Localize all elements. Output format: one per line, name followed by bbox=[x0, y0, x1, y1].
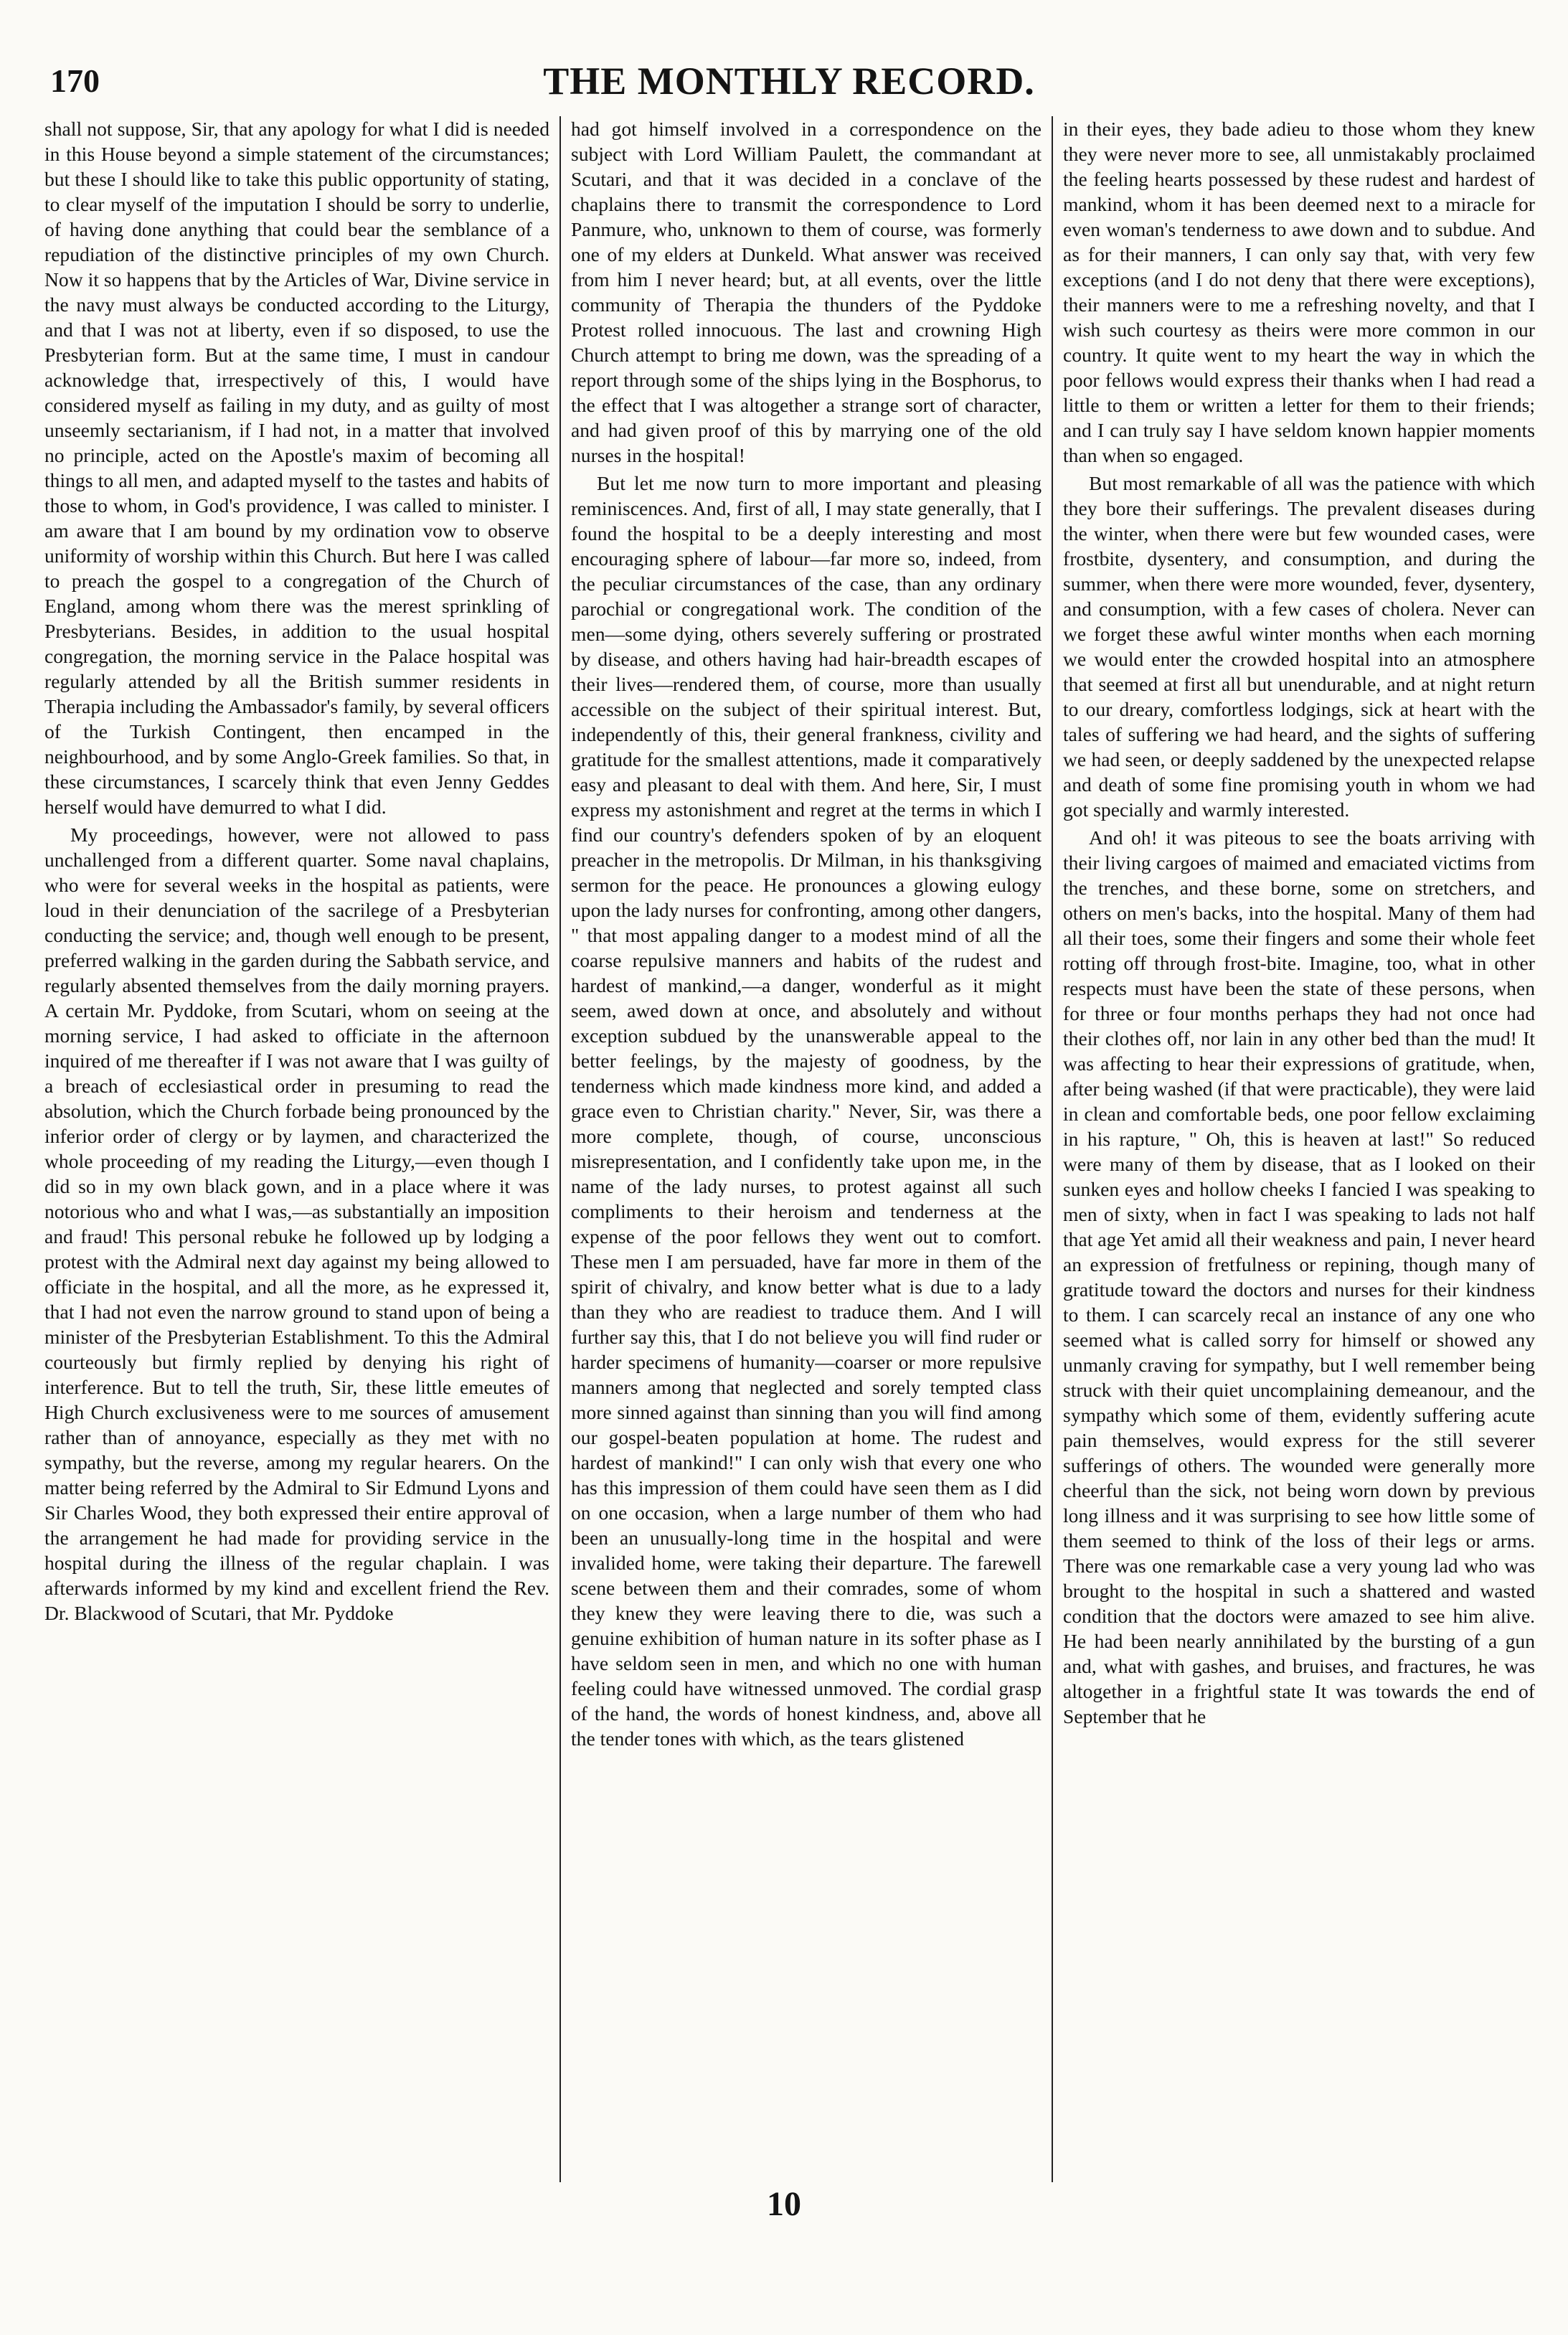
column-middle bbox=[561, 116, 1053, 2182]
paragraph: But let me now turn to more important and pleasing reminiscences. And, first of all, I may state generally, that I found the hospital to be a deeply interesting and most encouraging sphere of labour—far more so, indeed, from the peculiar circumstances of the case, than any ordinary parochial or congregational work. The condition of the men—some dying, others severely suffering or prostrated by disease, and others having had hair-breadth escapes of their lives—rendered them, of course, more than usually accessible on the subject of their spiritual interest. But, independently of this, their general frankness, civility and gratitude for the smallest attentions, made it comparatively easy and pleasant to deal with them. And here, Sir, I must express my astonishment and regret at the terms in which I find our country's defenders spoken of by an eloquent preacher in the metropolis. Dr Milman, in his thanksgiving sermon for the peace. He pronounces a glowing eulogy upon the lady nurses for confronting, among other dangers, " that most appaling danger to a modest mind of all the coarse repulsive manners and habits of the rudest and hardest of mankind,—a danger, wonderful as it might seem, awed down at once, and absolutely and without exception subdued by the unanswerable appeal to the better feelings, by the majesty of goodness, by the tenderness which made kindness more kind, and added a grace even to Christian charity." Never, Sir, was there a more complete, though, of course, unconscious misrepresentation, and I confidently take upon me, in the name of the lady nurses, to protest against all such compliments to their heroism and tenderness at the expense of the poor fellows they went out to comfort. These men I am persuaded, have far more in them of the spirit of chivalry, and know better what is due to a lady than they who are readiest to traduce them. And I will further say this, that I do not believe you will find ruder or harder specimens of humanity—coarser or more repulsive manners among that neglected and sorely tempted class more sinned against than sinning than you will find among our gospel-beaten population at home. The rudest and hardest of mankind!" I can only wish that every one who has this impression of them could have seen them as I did on one occasion, when a large number of them who had been an unusually-long time in the hospital and were invalided home, were taking their departure. The farewell scene between them and their comrades, some of whom they knew they were leaving there to die, was such a genuine exhibition of human nature in its softer phase as I have seldom seen in men, and which no one with human feeling could have witnessed unmoved. The cordial grasp of the hand, the words of honest kindness, and, above all the tender tones with which, as the tears glistened bbox=[571, 472, 1042, 1750]
paragraph: had got himself involved in a correspondence on the subject with Lord William Paulett, the commandant at Scutari, and that it was decided in a conclave of the chaplains there to transmit the correspondence to Lord Panmure, who, unknown to them of course, was formerly one of my elders at Dunkeld. What answer was received from him I never heard; but, at all events, over the little community of Therapia the thunders of the Pyddoke Protest rolled innocuous. The last and crowning High Church attempt to bring me down, was the spreading of a report through some of the ships lying in the Bosphorus, to the effect that I was altogether a strange sort of character, and had given proof of this by marrying one of the old nurses in the hospital! bbox=[571, 118, 1042, 466]
paragraph: And oh! it was piteous to see the boats arriving with their living cargoes of maimed and emaciated victims from the trenches, and these borne, some on stretchers, and others on men's backs, into the hospital. Many of them had all their toes, some their fingers and some their whole feet rotting off through frost-bite. Imagine, too, what in other respects must have been the state of these persons, when for three or four months perhaps they had not once had their clothes off, nor lain in any other bed than the mud! It was affecting to hear their expressions of gratitude, when, after being washed (if that were practicable), they were laid in clean and comfortable beds, one poor fellow exclaiming in his rapture, " Oh, this is heaven at last!" So reduced were many of them by disease, that as I looked on their sunken eyes and hollow cheeks I fancied I was speaking to men of sixty, when in fact I was speaking to lads not half that age Yet amid all their weakness and pain, I never heard an expression of fretfulness or repining, though many of gratitude toward the doctors and nurses for their kindness to them. I can scarcely recal an instance of any one who seemed what is called sorry for himself or showed any unmanly craving for sympathy, but I well remember being struck with their quiet uncomplaining demeanour, and the sympathy which some of them, evidently suffering acute pain themselves, would express for the still severer sufferings of others. The wounded were generally more cheerful than the sick, not being worn down by previous long illness and it was surprising to see how little some of them seemed to think of the loss of their legs or arms. There was one remarkable case a very young lad who was brought to the hospital in such a shattered and wasted condition that the doctors were amazed to see him alive. He had been nearly annihilated by the bursting of a gun and, what with gashes, and bruises, and fractures, he was altogether in a frightful state It was towards the end of September that he bbox=[1063, 826, 1535, 1727]
text-columns bbox=[44, 116, 1535, 2182]
paragraph: in their eyes, they bade adieu to those whom they knew they were never more to see, all unmistakably proclaimed the feeling hearts possessed by these rudest and hardest of mankind, whom it has been deemed next to a miracle for even woman's tenderness to awe down and to subdue. And as for their manners, I can only say that, with very few exceptions (and I do not deny that there were exceptions), their manners were to me a refreshing novelty, and that I wish such courtesy as theirs were more common in our country. It quite went to my heart the way in which the poor fellows would express their thanks when I had read a little to them or written a letter for them to their friends; and I can truly say I have seldom known happier moments than when so engaged. bbox=[1063, 118, 1535, 466]
column-right bbox=[1053, 116, 1535, 2182]
paragraph: shall not suppose, Sir, that any apology for what I did is needed in this House beyond a simple statement of the circumstances; but these I should like to take this public opportunity of stating, to clear myself of the imputation I should be sorry to underlie, of having done anything that could bear the semblance of a repudiation of the distinctive principles of my own Church. Now it so happens that by the Articles of War, Divine service in the navy must always be conducted according to the Liturgy, and that I was not at liberty, even if so disposed, to use the Presbyterian form. But at the same time, I must in candour acknowledge that, irrespectively of this, I would have considered myself as failing in my duty, and as guilty of most unseemly sectarianism, if I had not, in a matter that involved no principle, acted on the Apostle's maxim of becoming all things to all men, and adapted myself to the tastes and habits of those to whom, in God's providence, I was called to minister. I am aware that I am bound by my ordination vow to observe uniformity of worship within this Church. But here I was called to preach the gospel to a congregation of the Church of England, among whom there was the merest sprinkling of Presbyterians. Besides, in addition to the usual hospital congregation, the morning service in the Palace hospital was regularly attended by all the British summer residents in Therapia including the Ambassador's family, by several officers of the Turkish Contingent, then encamped in the neighbourhood, and by some Anglo-Greek families. So that, in these circumstances, I scarcely think that even Jenny Geddes herself would have demurred to what I did. bbox=[44, 118, 549, 818]
page-number: 170 bbox=[50, 62, 100, 99]
running-title: THE MONTHLY RECORD. bbox=[543, 60, 1035, 103]
paragraph: But most remarkable of all was the patience with which they bore their sufferings. The prevalent diseases during the winter, when there were but few wounded cases, were frostbite, dysentery, and consumption, and during the summer, when there were more wounded, fever, dysentery, and consumption, with a few cases of cholera. Never can we forget these awful winter months when each morning we would enter the crowded hospital into an atmosphere that seemed at first all but unendurable, and at night return to our dreary, comfortless lodgings, sick at heart with the tales of suffering we had heard, and the sights of suffering we had seen, or deeply saddened by the unexpected relapse and death of some fine promising youth in whom we had got specially and warmly interested. bbox=[1063, 472, 1535, 821]
paragraph: My proceedings, however, were not allowed to pass unchallenged from a different quarter. Some naval chaplains, who were for several weeks in the hospital as patients, were loud in their denunciation of the sacrilege of a Presbyterian conducting the service; and, though well enough to be present, preferred walking in the garden during the Sabbath service, and regularly absented themselves from the daily morning prayers. A certain Mr. Pyddoke, from Scutari, whom on seeing at the morning service, I had asked to officiate in the afternoon inquired of me thereafter if I was not aware that I was guilty of a breach of ecclesiastical order in presuming to read the absolution, which the Church forbade being pronounced by the inferior order of clergy or by laymen, and characterized the whole proceeding of my reading the Liturgy,—even though I did so in my own black gown, and in a place where it was notorious who and what I was,—as substantially an imposition and fraud! This personal rebuke he followed up by lodging a protest with the Admiral next day against my being allowed to officiate in the hospital, and all the more, as he expressed it, that I had not even the narrow ground to stand upon of being a minister of the Presbyterian Establishment. To this the Admiral courteously but firmly replied by denying his right of interference. But to tell the truth, Sir, these little emeutes of High Church exclusiveness were to me sources of amusement rather than of annoyance, especially as they met with no sympathy, but the reverse, among my regular hearers. On the matter being referred by the Admiral to Sir Edmund Lyons and Sir Charles Wood, they both expressed their entire approval of the arrangement he had made for providing service in the hospital during the illness of the regular chaplain. I was afterwards informed by my kind and excellent friend the Rev. Dr. Blackwood of Scutari, that Mr. Pyddoke bbox=[44, 824, 549, 1624]
column-left bbox=[44, 116, 561, 2182]
page-header bbox=[50, 59, 1528, 109]
signature-number: 10 bbox=[767, 2185, 801, 2223]
